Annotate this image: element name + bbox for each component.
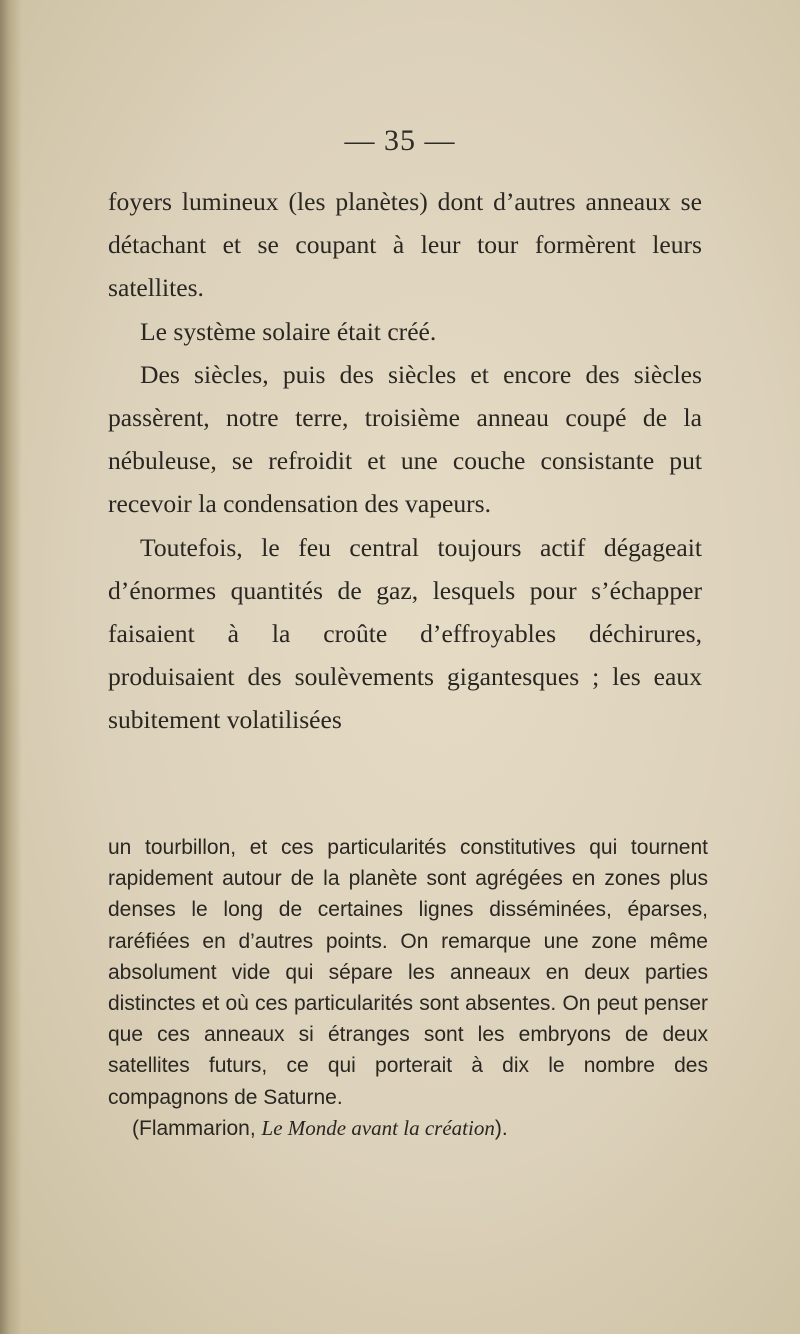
- footnote-source: [108, 1113, 708, 1144]
- main-text: [108, 180, 702, 742]
- footnote-source-title: Le Monde avant la création: [261, 1115, 495, 1140]
- footnote-text: un tourbillon, et ces particularités constitutives qui tournent rapidement autour de la planète sont agrégées en zones plus denses le long de certaines lignes disséminées, éparses, raréfiées en d’autres points. On remarque une zone même absolument vide qui sépare les anneaux en deux parties distinctes et où ces particularités sont absentes. On peut penser que ces anneaux si étranges sont les embryons de deux satellites futurs, ce qui porterait à dix le nombre des compagnons de Saturne.: [108, 836, 708, 1109]
- page-number: — 35 —: [344, 124, 456, 157]
- paragraph-4: Toutefois, le feu central toujours actif dégageait d’énormes quantités de gaz, lesquels pour s’échapper faisaient à la croûte d’effroyables déchirures, produisaient des soulèvements gigantesques ; les eaux subitement volatilisées: [108, 532, 702, 735]
- paragraph-1: foyers lumineux (les planètes) dont d’autres anneaux se détachant et se coupant à leur tour formèrent leurs satellites.: [108, 187, 702, 303]
- page-binding-edge: [0, 0, 22, 1334]
- paragraph-2: Le système solaire était créé.: [140, 316, 437, 346]
- paragraph-3: Des siècles, puis des siècles et encore des siècles passèrent, notre terre, troisième anneau coupé de la nébuleuse, se refroidit et une couche consistante put recevoir la condensation des vapeurs.: [108, 359, 702, 519]
- footnote-source-close: ).: [494, 1116, 508, 1140]
- footnote-source-open: (Flammarion,: [132, 1116, 262, 1140]
- footnote: [108, 832, 708, 1144]
